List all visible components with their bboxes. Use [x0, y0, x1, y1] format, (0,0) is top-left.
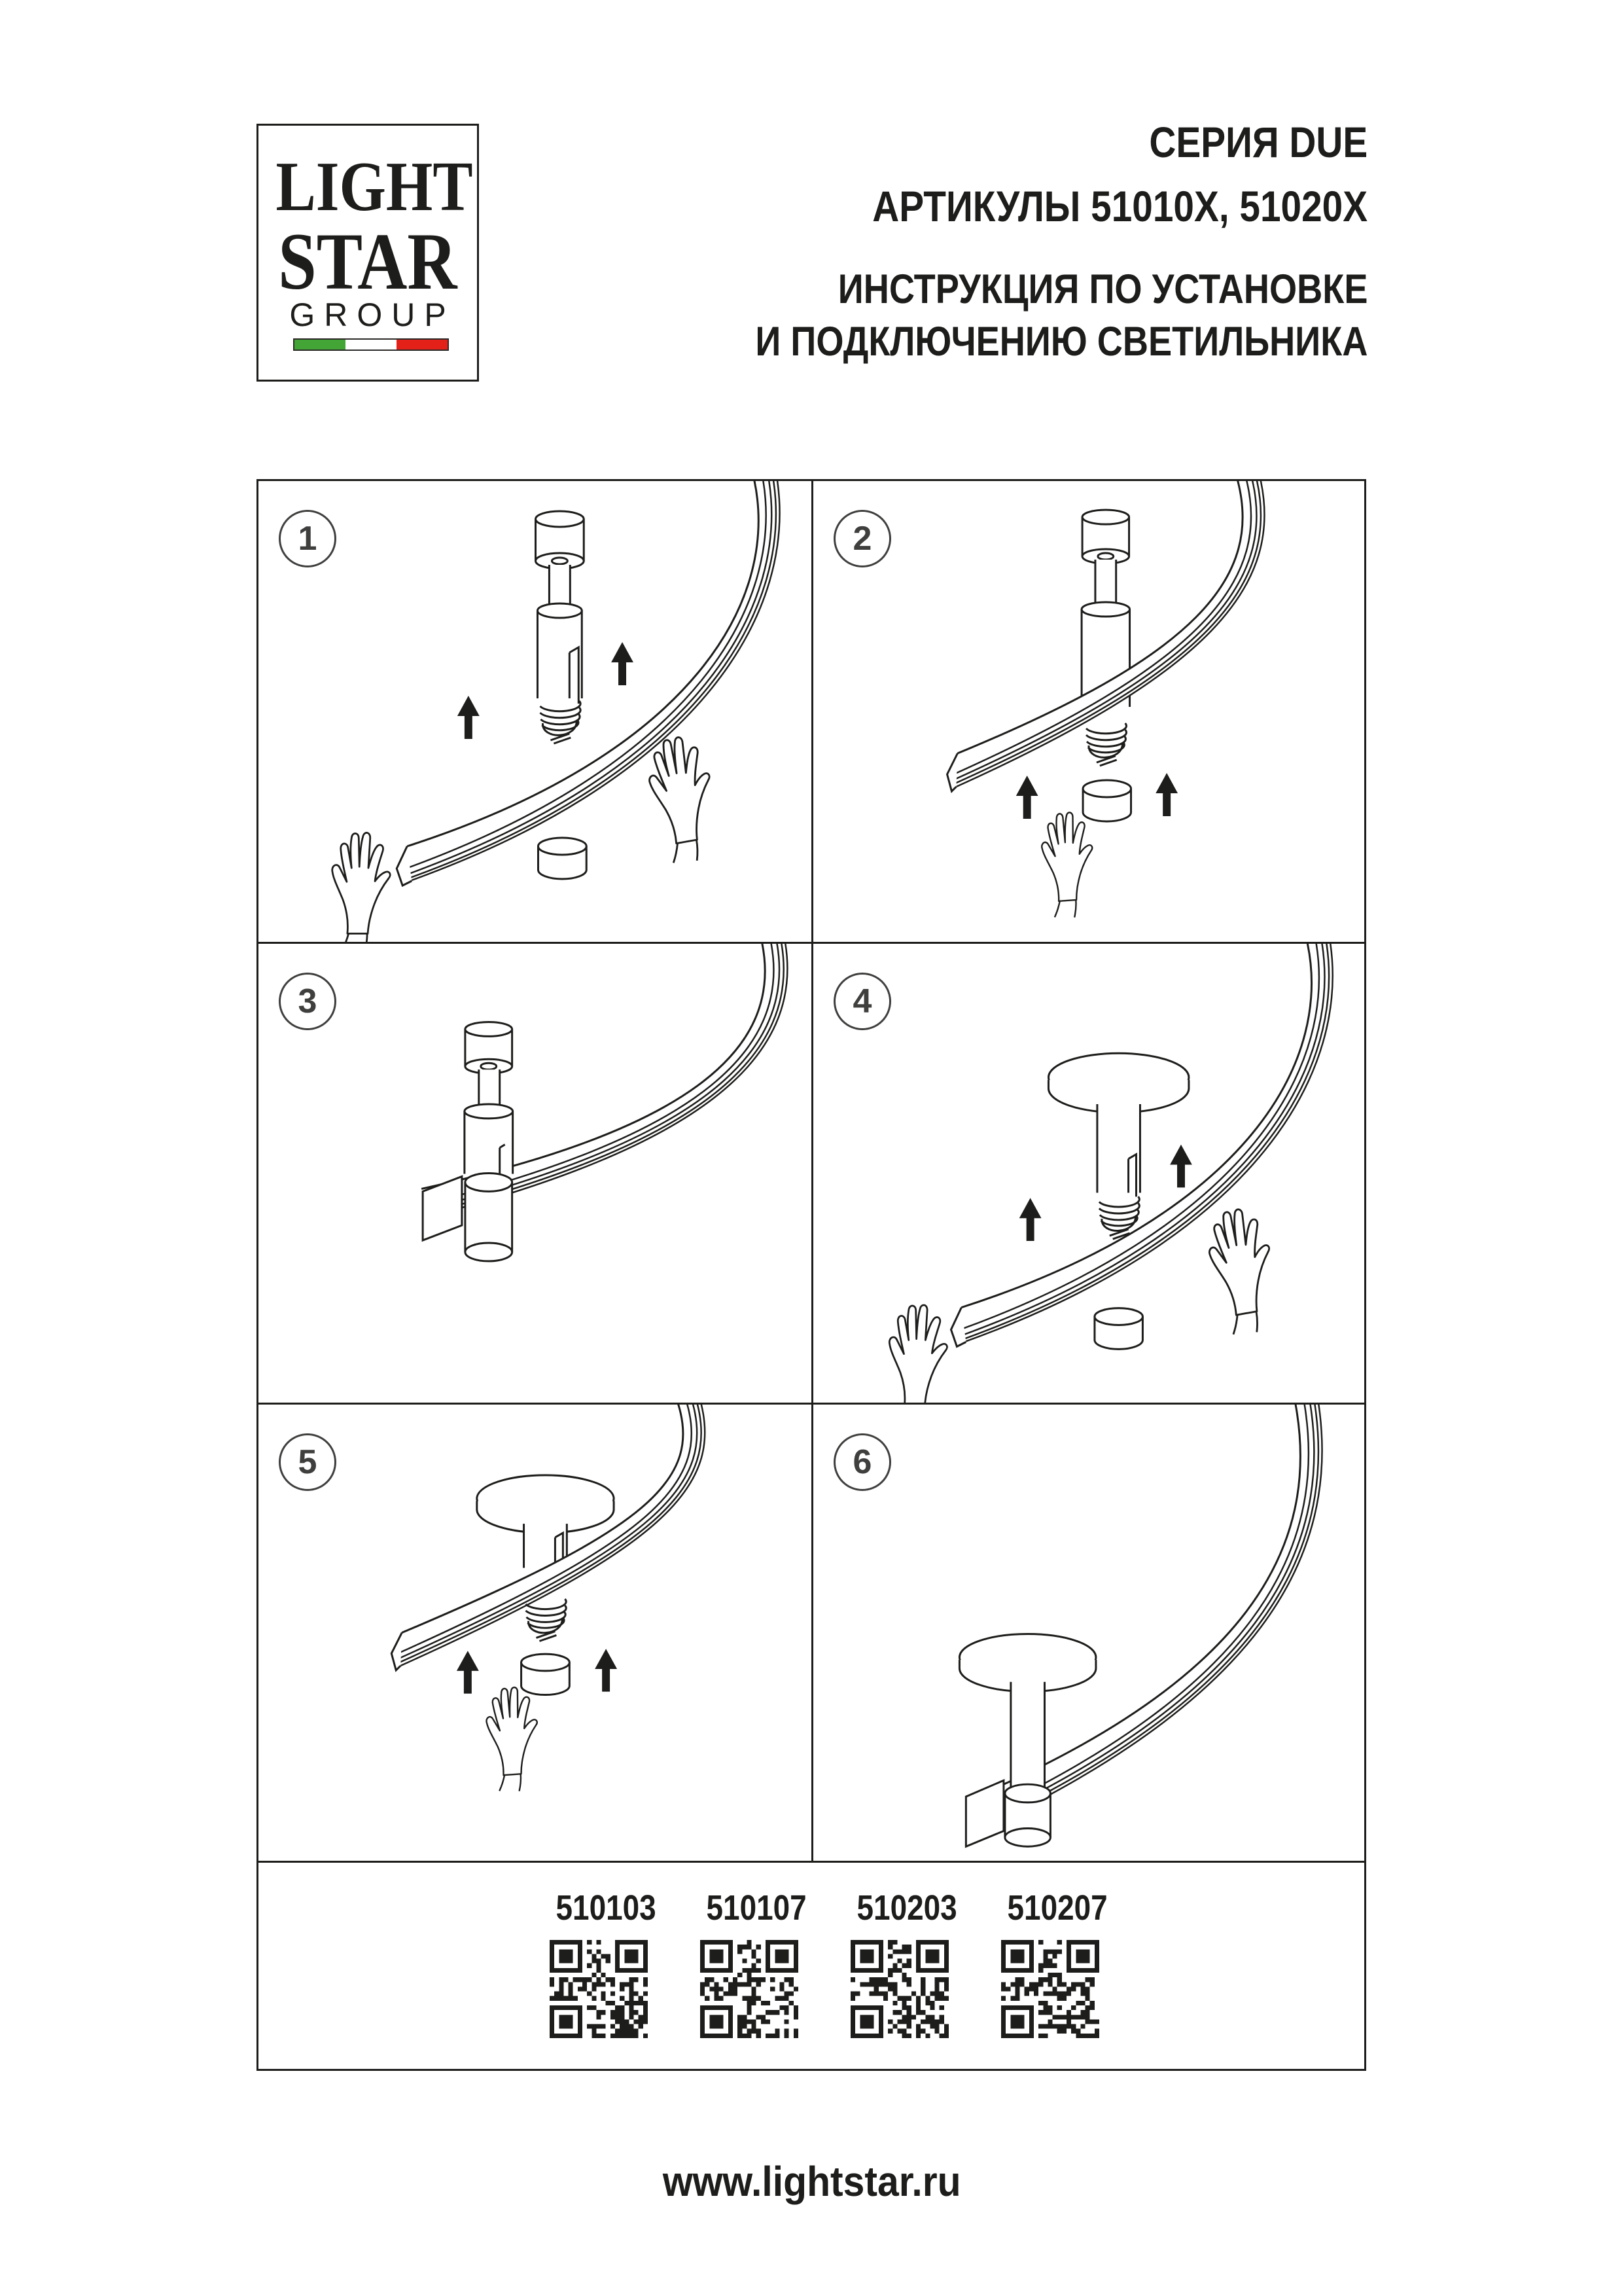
qr-code-icon [1001, 1940, 1099, 2038]
step-4-illustration [813, 944, 1364, 1403]
step-number-badge: 2 [834, 510, 891, 567]
step-1-illustration [258, 481, 811, 942]
flag-green [294, 340, 345, 350]
qr-code-icon [851, 1940, 949, 2038]
website-url: www.lightstar.ru [663, 2158, 961, 2205]
logo-group: GROUP [289, 296, 455, 333]
ceiling-fixture [465, 1022, 513, 1261]
arrow-up-icon [457, 696, 480, 739]
flex-track [951, 944, 1333, 1346]
flag-white [345, 340, 397, 350]
arrow-up-icon [1016, 776, 1038, 819]
qr-block-510203 [848, 1888, 957, 2069]
lightstar-logo [256, 124, 479, 382]
article-number: 510103 [556, 1888, 656, 1928]
screw-thread [526, 1599, 567, 1641]
flex-track [397, 481, 780, 886]
arrow-up-icon [1170, 1145, 1192, 1188]
step-2-illustration [813, 481, 1364, 942]
arrow-up-icon [611, 642, 633, 685]
series-title: СЕРИЯ DUE [1149, 118, 1368, 166]
cap-piece [1083, 780, 1131, 821]
arrow-up-icon [457, 1651, 479, 1693]
step-panel-3 [258, 942, 811, 1403]
qr-code-icon [700, 1940, 798, 2038]
article-number: 510203 [856, 1888, 957, 1928]
instruction-grid [256, 479, 1366, 2071]
step-panel-5 [258, 1403, 811, 1861]
hand-icon [1203, 1205, 1282, 1338]
qr-block-510103 [547, 1888, 656, 2069]
hand-icon [332, 833, 390, 942]
qr-block-510207 [998, 1888, 1108, 2069]
screw-thread [540, 701, 580, 744]
screw-thread [1086, 723, 1126, 766]
step-panel-1 [258, 481, 811, 942]
qr-code-icon [550, 1940, 648, 2038]
articles-line: АРТИКУЛЫ 51010Х, 51020Х [872, 182, 1368, 230]
arrow-up-icon [1156, 773, 1178, 816]
document-header [656, 110, 1368, 368]
hand-icon [484, 1686, 542, 1793]
instruction-title-1: ИНСТРУКЦИЯ ПО УСТАНОВКЕ [838, 266, 1368, 312]
step-number-badge: 6 [834, 1433, 891, 1491]
step-number-badge: 4 [834, 973, 891, 1030]
step-3-illustration [258, 944, 811, 1403]
step-number-badge: 1 [279, 510, 336, 567]
hand-icon [643, 733, 724, 866]
track-end-plate [423, 1176, 462, 1240]
arrow-up-icon [1019, 1198, 1042, 1241]
logo-star: STAR [278, 217, 457, 306]
step-panel-2 [811, 481, 1364, 942]
cap-piece [521, 1654, 570, 1695]
step-panel-4 [811, 942, 1364, 1403]
step-6-illustration [813, 1405, 1364, 1861]
step-5-illustration [258, 1405, 811, 1861]
ceiling-fixture [535, 511, 584, 704]
cap-piece [538, 838, 586, 879]
track-end-plate [966, 1780, 1004, 1846]
arrow-up-icon [595, 1649, 617, 1691]
step-panel-6 [811, 1403, 1364, 1861]
cap-piece [1095, 1308, 1142, 1350]
ceiling-canopy-fixture [1048, 1053, 1188, 1196]
logo-light: LIGHT [275, 148, 473, 226]
italy-flag-icon [293, 338, 449, 351]
step-number-badge: 5 [279, 1433, 336, 1491]
qr-code-row [258, 1861, 1364, 2069]
article-number: 510107 [706, 1888, 807, 1928]
qr-block-510107 [697, 1888, 807, 2069]
instruction-title-2: И ПОДКЛЮЧЕНИЮ СВЕТИЛЬНИКА [754, 319, 1368, 365]
article-number: 510207 [1007, 1888, 1108, 1928]
step-number-badge: 3 [279, 973, 336, 1030]
hand-icon [1040, 811, 1097, 919]
hand-icon [889, 1305, 947, 1403]
flag-red [397, 340, 448, 350]
